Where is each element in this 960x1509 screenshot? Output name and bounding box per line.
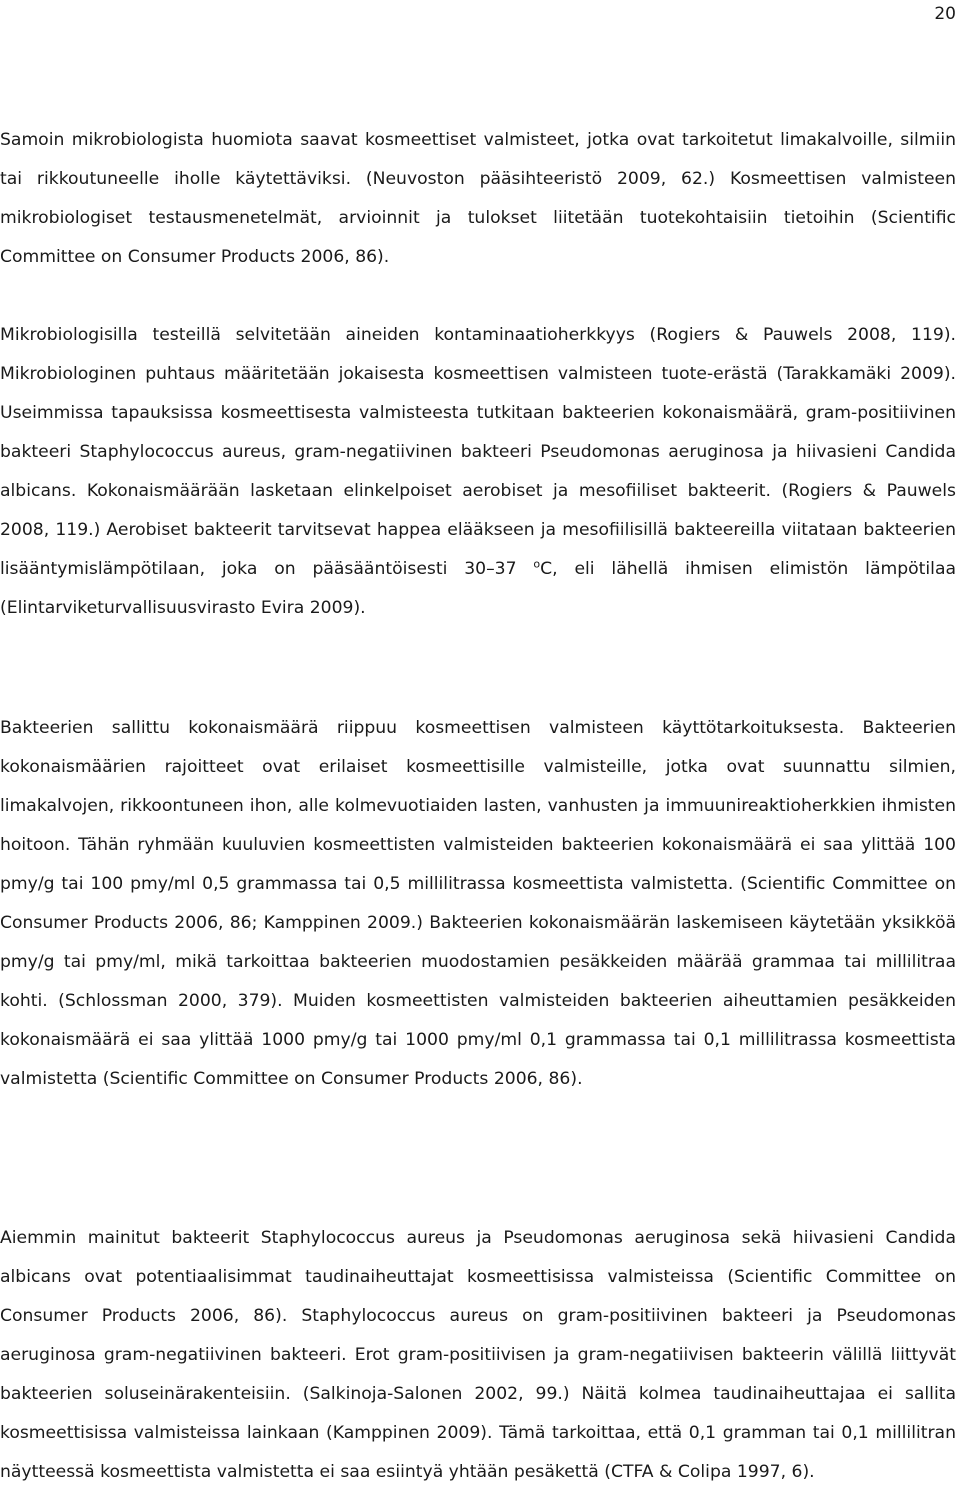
paragraph-bacteria-limits: Bakteerien sallittu kokonaismäärä riippuu kosmeettisen valmisteen käyttötarkoituksesta. Bakteerien kokonaismäärien rajoitteet ovat erilaiset kosmeettisille valmisteille, jotka ovat suunnattu silmien, limakalvojen, rikkoontuneen ihon, alle kolmevuotiaiden lasten, vanhusten ja immuunireaktioherkkien ihmisten hoitoon. Tähän ryhmään kuuluvien kosmeettisten valmisteiden bakteerien kokonaismäärä ei saa ylittää 100 pmy/g tai 100 pmy/ml 0,5 grammassa tai 0,5 millilitrassa kosmeettista valmistetta. (Scientific Committee on Consumer Products 2006, 86; Kamppinen 2009.) Bakteerien kokonaismäärän laskemiseen käytetään yksikköä pmy/g tai pmy/ml, mikä tarkoittaa bakteerien muodostamien pesäkkeiden määrää grammaa tai millilitraa kohti. (Schlossman 2000, 379). Muiden kosmeettisten valmisteiden bakteerien aiheuttamien pesäkkeiden kokonaismäärä ei saa ylittää 1000 pmy/g tai 1000 pmy/ml 0,1 grammassa tai 0,1 millilitrassa kosmeettista valmistetta (Scientific Committee on Consumer Products 2006, 86). [0,718,956,1090]
paragraph-microbiology-requirements: Samoin mikrobiologista huomiota saavat kosmeettiset valmisteet, jotka ovat tarkoitetut limakalvoille, silmiin tai rikkoutuneelle iholle käytettäviksi. (Neuvoston pääsihteeristö 2009, 62.) Kosmeettisen valmisteen mikrobiologiset testausmenetelmät, arvioinnit ja tulokset liitetään tuotekohtaisiin tietoihin (Scientific Committee on Consumer Products 2006, 86). [0,130,956,268]
page-number: 20 [934,4,956,24]
paragraph-pathogens: Aiemmin mainitut bakteerit Staphylococcus aureus ja Pseudomonas aeruginosa sekä hiivasieni Candida albicans ovat potentiaalisimmat taudinaiheuttajat kosmeettisissa valmisteissa (Scientific Committee on Consumer Products 2006, 86). Staphylococcus aureus on gram-positiivinen bakteeri ja Pseudomonas aeruginosa gram-negatiivinen bakteeri. Erot gram-positiivisen ja gram-negatiivisen bakteerin välillä liittyvät bakteerien soluseinärakenteisiin. (Salkinoja-Salonen 2002, 99.) Näitä kolmea taudinaiheuttajaa ei sallita kosmeettisissa valmisteissa lainkaan (Kamppinen 2009). Tämä tarkoittaa, että 0,1 gramman tai 0,1 millilitran näytteessä kosmeettista valmistetta ei saa esiintyä yhtään pesäkettä (CTFA & Colipa 1997, 6). [0,1228,956,1483]
degree-symbol: o [533,557,541,571]
paragraph-text-after-degree: C, eli lähellä ihmisen elimistön lämpötilaa (Elintarviketurvallisuusvirasto Evira 2009). [0,559,957,619]
paragraph-text-before-degree: Mikrobiologisilla testeillä selvitetään aineiden kontaminaatioherkkyys (Rogiers & Pauwels 2008, 119). Mikrobiologinen puhtaus määritetään jokaisesta kosmeettisen valmisteen tuote-erästä (Tarakkamäki 2009). Useimmissa tapauksissa kosmeettisesta valmisteesta tutkitaan bakteerien kokonaismäärä, gram-positiivinen bakteeri Staphylococcus aureus, gram-negatiivinen bakteeri Pseudomonas aeruginosa ja hiivasieni Candida albicans. Kokonaismäärään lasketaan elinkelpoiset aerobiset ja mesofiiliset bakteerit. (Rogiers & Pauwels 2008, 119.) Aerobiset bakteerit tarvitsevat happea elääkseen ja mesofiilisillä bakteereilla viitataan bakteerien lisääntymislämpötilaan, joka on pääsääntöisesti 30–37 [0,325,956,580]
paragraph-microbiological-tests [0,316,956,628]
